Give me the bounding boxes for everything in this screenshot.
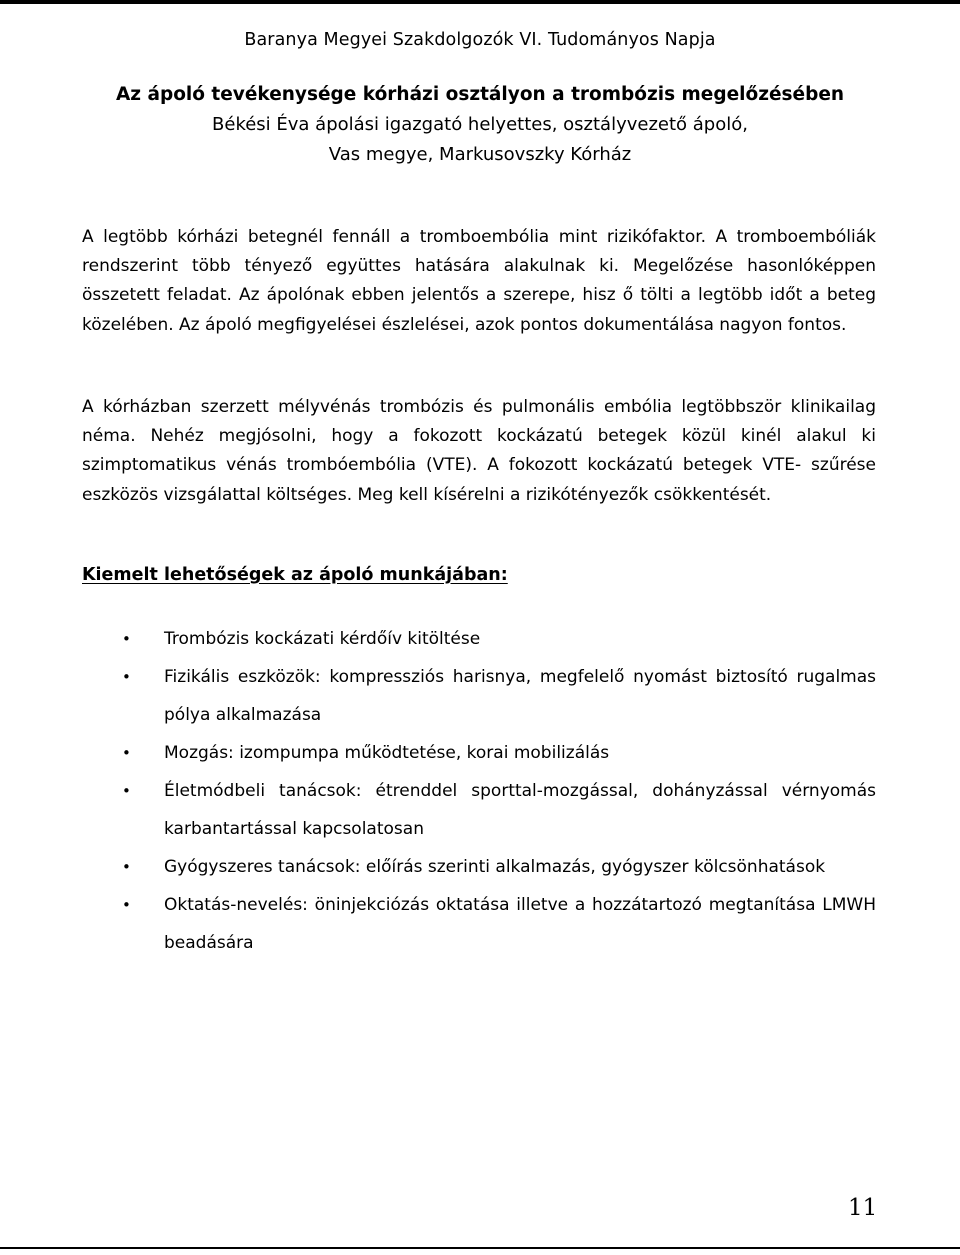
list-item (0, 848, 876, 886)
bullet-icon: • (122, 630, 131, 648)
list-item-text: Trombózis kockázati kérdőív kitöltése (164, 629, 481, 649)
section-heading: Kiemelt lehetőségek az ápoló munkájában: (82, 565, 508, 585)
list-item (0, 658, 876, 734)
list-item (0, 620, 876, 658)
article-title-block (0, 80, 960, 170)
list-item-text: Életmódbeli tanácsok: étrenddel sporttal-mozgással, dohányzással vérnyomás karbantartással kapcsolatosan (164, 781, 876, 839)
list-item-text: Gyógyszeres tanácsok: előírás szerinti alkalmazás, gyógyszer kölcsönhatások (164, 857, 826, 877)
running-header: Baranya Megyei Szakdolgozók VI. Tudományos Napja (244, 30, 716, 50)
author-line-1: Békési Éva ápolási igazgató helyettes, osztályvezető ápoló, (212, 114, 748, 135)
author-line-2: Vas megye, Markusovszky Kórház (328, 144, 632, 165)
bullet-icon: • (122, 858, 131, 876)
list-item (0, 772, 876, 848)
list-item-text: Mozgás: izompumpa működtetése, korai mobilizálás (164, 743, 610, 763)
article-title: Az ápoló tevékenysége kórházi osztályon a trombózis megelőzésében (115, 84, 845, 105)
list-item-text: Oktatás-nevelés: öninjekciózás oktatása illetve a hozzátartozó megtanítása LMWH beadására (164, 895, 876, 953)
bullet-icon: • (122, 668, 131, 686)
top-border-rule (0, 0, 960, 4)
list-item (0, 886, 876, 962)
list-item (0, 734, 876, 772)
bottom-border-rule (0, 1247, 960, 1249)
body-paragraph-1: A legtöbb kórházi betegnél fennáll a tromboembólia mint rizikófaktor. A tromboembóliák rendszerint több tényező együttes hatására alakulnak ki. Megelőzése hasonlóképpen összetett feladat. Az ápolónak ebben jelentős a szerepe, hisz ő tölti a legtöbb időt a beteg közelében. Az ápoló megfigyelései észlelései, azok pontos dokumentálása nagyon fontos. (82, 227, 876, 335)
bullet-list (0, 620, 960, 962)
bullet-icon: • (122, 744, 131, 762)
bullet-icon: • (122, 782, 131, 800)
bullet-icon: • (122, 896, 131, 914)
list-item-text: Fizikális eszközök: kompressziós harisnya, megfelelő nyomást biztosító rugalmas pólya alkalmazása (164, 667, 876, 725)
body-paragraph-2: A kórházban szerzett mélyvénás trombózis és pulmonális embólia legtöbbször klinikailag néma. Nehéz megjósolni, hogy a fokozott kockázatú betegek közül kinél alakul ki szimptomatikus vénás trombóembólia (VTE). A fokozott kockázatú betegek VTE- szűrése eszközös vizsgálattal költséges. Meg kell kísérelni a rizikótényezők csökkentését. (82, 397, 876, 505)
page-number: 11 (848, 1195, 878, 1221)
